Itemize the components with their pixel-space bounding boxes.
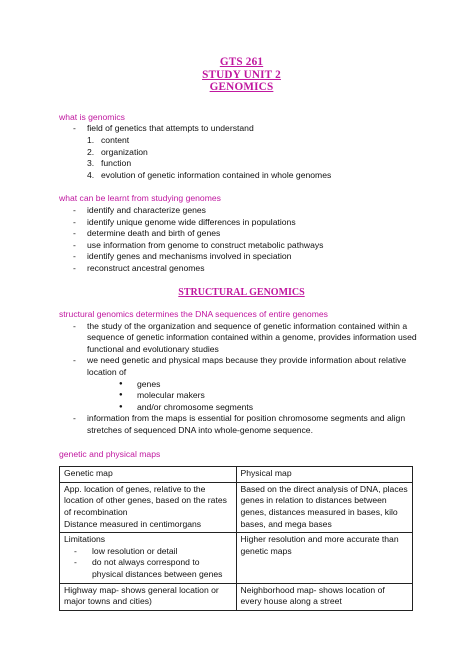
- list-item: 2. organization: [87, 146, 148, 157]
- title-block: [59, 56, 424, 94]
- maps-heading: genetic and physical maps: [59, 448, 161, 459]
- list-item: 3. function: [87, 158, 132, 169]
- table-cell: Highway map- shows general location or major towns and cities): [60, 583, 237, 610]
- table-row: [60, 482, 413, 532]
- table-row: [60, 583, 413, 610]
- what-is-list: [73, 123, 424, 135]
- list-item: - identify genes and mechanisms involved in speciation: [73, 251, 424, 263]
- list-item: - identify unique genome wide differences in populations: [73, 217, 424, 229]
- structural-genomics-title: STRUCTURAL GENOMICS: [178, 286, 305, 298]
- structural-heading: structural genomics determines the DNA sequences of entire genomes: [59, 309, 328, 320]
- list-item: 1. content: [87, 134, 130, 145]
- learnt-list: [73, 205, 424, 275]
- structural-list: [73, 321, 424, 437]
- location-bullets: [119, 379, 424, 414]
- what-is-genomics-heading: what is genomics: [59, 111, 125, 122]
- list-item: - determine death and birth of genes: [73, 228, 424, 240]
- list-item: - information from the maps is essential for position chromosome segments and align stretches of sequenced DNA into whole-genome sequence.: [73, 413, 424, 436]
- genetic-map-header: Genetic map: [60, 467, 237, 483]
- genomics-aspects-list: [87, 135, 424, 181]
- limitations-list: [68, 546, 232, 581]
- physical-map-header: Physical map: [236, 467, 413, 483]
- definition-item: - field of genetics that attempts to understand: [73, 123, 424, 135]
- table-header-row: [60, 467, 413, 483]
- bullet-item: ● genes: [119, 379, 424, 391]
- list-item: - we need genetic and physical maps because they provide information about relative location of ● genes ● molecular makers ● and/or chromosome segments: [73, 355, 424, 413]
- bullet-item: ● molecular makers: [119, 390, 424, 402]
- course-code: GTS 261: [219, 56, 264, 68]
- table-cell: Higher resolution and more accurate than genetic maps: [236, 533, 413, 583]
- table-cell: Limitations - low resolution or detail - do not always correspond to physical distances between genes: [60, 533, 237, 583]
- study-unit: STUDY UNIT 2: [202, 68, 281, 81]
- list-item: - do not always correspond to physical distances between genes: [68, 557, 232, 580]
- table-cell: App. location of genes, relative to the location of other genes, based on the rates of recombination Distance measured in centimorgans: [60, 482, 237, 532]
- list-item: - use information from genome to construct metabolic pathways: [73, 240, 424, 252]
- list-item: - reconstruct ancestral genomes: [73, 263, 424, 275]
- unit-title: GENOMICS: [209, 81, 274, 94]
- list-item: 4. evolution of genetic information contained in whole genomes: [87, 169, 332, 180]
- list-item: - the study of the organization and sequence of genetic information contained within a sequence of genetic information contained within a genome, provides information used functional and evolutionary studies: [73, 321, 424, 356]
- table-cell: Based on the direct analysis of DNA, places genes in relation to distances between genes, distances measured in bases, kilo bases, and mega bases: [236, 482, 413, 532]
- bullet-item: ● and/or chromosome segments: [119, 402, 424, 414]
- maps-table: [59, 466, 413, 611]
- learnt-heading: what can be learnt from studying genomes: [59, 193, 221, 204]
- table-row: [60, 533, 413, 583]
- table-cell: Neighborhood map- shows location of every house along a street: [236, 583, 413, 610]
- list-item: - low resolution or detail: [68, 546, 232, 558]
- list-item: - identify and characterize genes: [73, 205, 424, 217]
